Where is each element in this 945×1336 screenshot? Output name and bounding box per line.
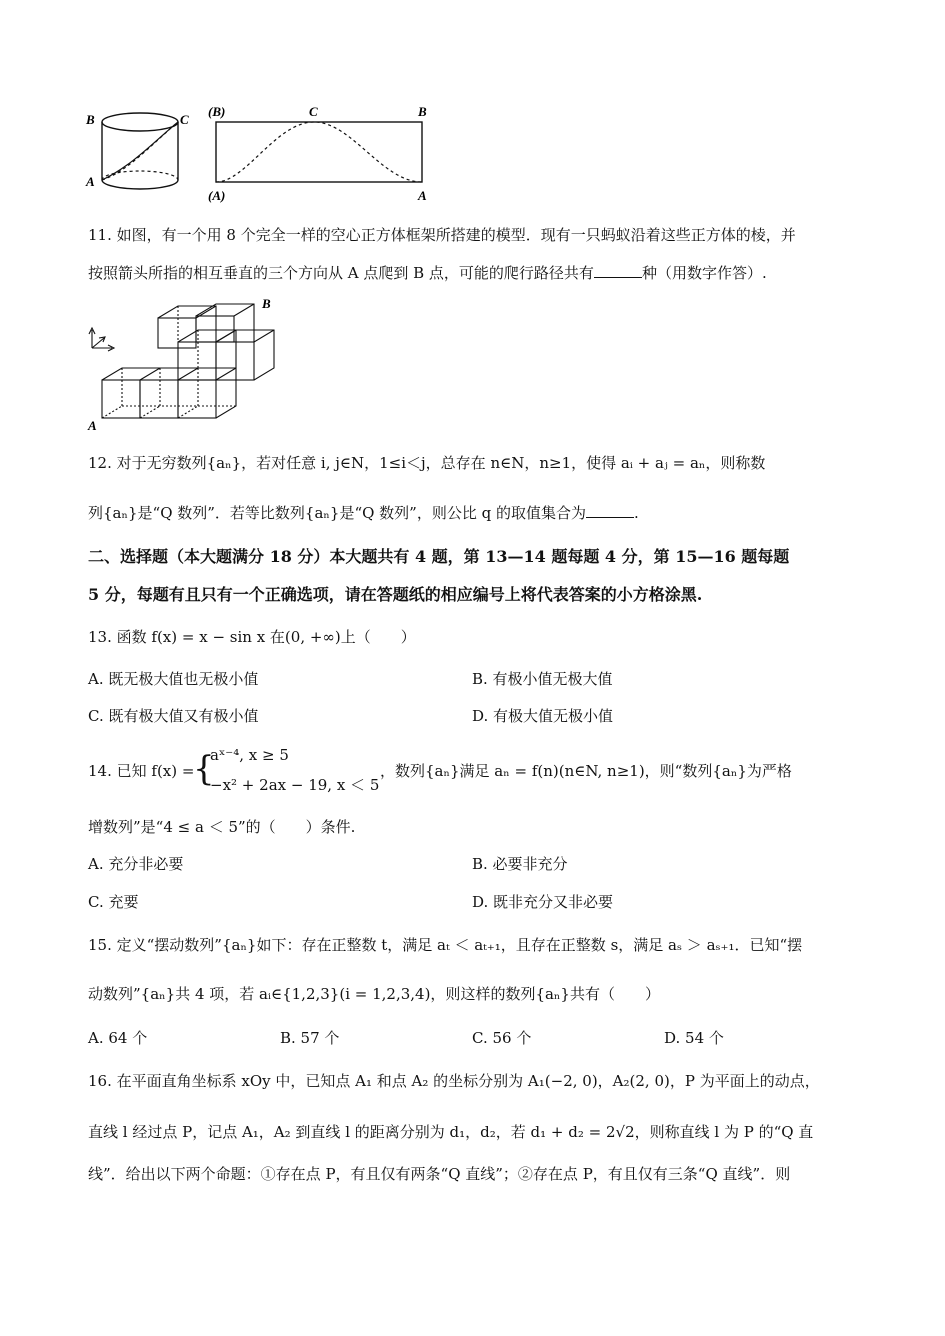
q11-line2-text: 按照箭头所指的相互垂直的三个方向从 A 点爬到 B 点，可能的爬行路径共有: [88, 264, 594, 282]
q13-option-d[interactable]: D. 有极大值无极小值: [472, 707, 614, 725]
q11-answer-blank: [594, 263, 642, 278]
q15-line2: 动数列”{aₙ}共 4 项，若 aᵢ∈{1,2,3}(i = 1,2,3,4)，则这样的数列{aₙ}共有（ ）: [88, 985, 660, 1003]
cyl-label-b: B: [86, 112, 95, 127]
rect-label-br: A: [418, 188, 427, 203]
q14-rest: ，数列{aₙ}满足 aₙ = f(n)(n∈N, n≥1)，则“数列{aₙ}为严格: [380, 762, 792, 780]
q13-option-b[interactable]: B. 有极小值无极大值: [472, 670, 613, 688]
q11-line2-tail: 种（用数字作答）.: [641, 264, 767, 282]
q11-line1: 11. 如图，有一个用 8 个完全一样的空心正方体框架所搭建的模型．现有一只蚂蚁沿着这些正方体的棱，并: [88, 226, 796, 244]
q15-option-c[interactable]: C. 56 个: [472, 1029, 532, 1047]
q14-option-d[interactable]: D. 既非充分又非必要: [472, 893, 614, 911]
q14-option-c[interactable]: C. 充要: [88, 893, 139, 911]
q12-line2-text: 列{aₙ}是“Q 数列”．若等比数列{aₙ}是“Q 数列”，则公比 q 的取值集合为: [88, 504, 586, 522]
q12-line1: 12. 对于无穷数列{aₙ}，若对任意 i, j∈N，1≤i＜j，总存在 n∈N，n≥1，使得 aᵢ + aⱼ = aₙ，则称数: [88, 454, 766, 472]
q12-line2-tail: .: [633, 504, 639, 522]
rect-label-tm: C: [309, 104, 318, 119]
cyl-label-a: A: [86, 174, 95, 189]
q13-option-c[interactable]: C. 既有极大值又有极小值: [88, 707, 259, 725]
q14-prefix: 14. 已知 f(x) =: [88, 762, 195, 780]
q14-option-a[interactable]: A. 充分非必要: [88, 855, 184, 873]
rect-label-tr: B: [418, 104, 427, 119]
rect-label-bl: (A): [208, 188, 226, 203]
q12-line2: [88, 502, 639, 524]
cube-label-b: B: [262, 296, 271, 311]
q13-option-a[interactable]: A. 既无极大值也无极小值: [88, 670, 259, 688]
q15-option-d[interactable]: D. 54 个: [664, 1029, 724, 1047]
q11-line2: [88, 262, 767, 284]
cylinder-figure: [82, 104, 192, 200]
q16-line3: 线”．给出以下两个命题：①存在点 P，有且仅有两条“Q 直线”；②存在点 P，有且仅有三条“Q 直线”．则: [88, 1165, 791, 1183]
q15-option-a[interactable]: A. 64 个: [88, 1029, 148, 1047]
q12-answer-blank: [586, 503, 634, 518]
q14-brace: {: [193, 749, 215, 789]
q14-piece2: −x² + 2ax − 19, x ＜ 5: [210, 776, 380, 794]
cube-model-figure: [84, 292, 284, 432]
q16-line2: 直线 l 经过点 P，记点 A₁，A₂ 到直线 l 的距离分别为 d₁，d₂，若 d₁ + d₂ = 2√2，则称直线 l 为 P 的“Q 直: [88, 1123, 814, 1141]
unrolled-rectangle-figure: [206, 100, 436, 206]
section2-heading-line2: 5 分，每题有且只有一个正确选项，请在答题纸的相应编号上将代表答案的小方格涂黑.: [88, 585, 703, 604]
q14-option-b[interactable]: B. 必要非充分: [472, 855, 568, 873]
q15-option-b[interactable]: B. 57 个: [280, 1029, 340, 1047]
section2-heading-line1: 二、选择题（本大题满分 18 分）本大题共有 4 题，第 13—14 题每题 4 分，第 15—16 题每题: [88, 547, 790, 566]
q15-line1: 15. 定义“摆动数列”{aₙ}如下：存在正整数 t，满足 aₜ ＜ aₜ₊₁，且存在正整数 s，满足 aₛ ＞ aₛ₊₁．已知“摆: [88, 936, 803, 954]
q14-line2: 增数列”是“4 ≤ a ＜ 5”的（ ）条件.: [88, 818, 356, 836]
cube-label-a: A: [88, 418, 97, 432]
cyl-label-c: C: [180, 112, 189, 127]
q13-stem: 13. 函数 f(x) = x − sin x 在(0, +∞)上（ ）: [88, 628, 416, 646]
q16-line1: 16. 在平面直角坐标系 xOy 中，已知点 A₁ 和点 A₂ 的坐标分别为 A₁(−2, 0)，A₂(2, 0)，P 为平面上的动点，: [88, 1072, 820, 1090]
q14-piece1: aˣ⁻⁴, x ≥ 5: [210, 746, 289, 764]
rect-label-tl: (B): [208, 104, 226, 119]
